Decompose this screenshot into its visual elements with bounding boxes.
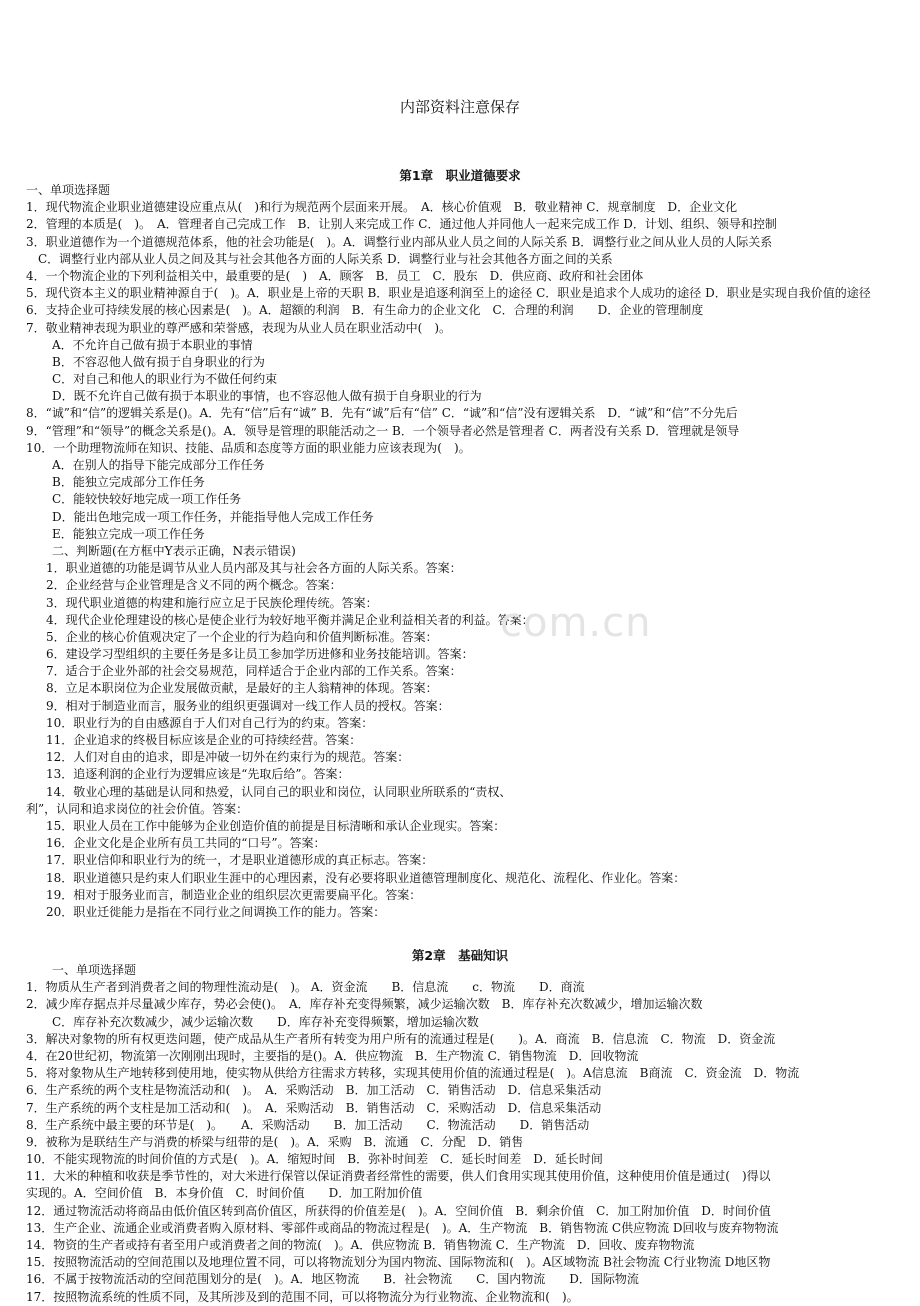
- text-line: 2．减少库存据点并尽量减少库存，势必会使()。 A．库存补充变得频繁，减少运输次数 B．库存补充次数减少，增加运输次数: [26, 997, 703, 1012]
- text-line: 11．企业追求的终极目标应该是企业的可持续经营。答案：: [46, 733, 362, 747]
- text-line: 5．现代资本主义的职业精神源自于( )。A．职业是上帝的天职 B．职业是追逐利润至上的途径 C．职业是追求个人成功的途径 D．职业是实现自我价值的途径: [26, 286, 871, 301]
- text-line: 10．一个助理物流师在知识、技能、品质和态度等方面的职业能力应该表现为( )。: [26, 440, 471, 455]
- text-line: 13．生产企业、流通企业或消费者购入原材料、零部件或商品的物流过程是( )。A．生产物流 B．销售物流 C供应物流 D回收与废弃物物流: [26, 1220, 779, 1235]
- text-line: 10．不能实现物流的时间价值的方式是( )。A．缩短时间 B．弥补时间差 C．延长时间差 D．延长时间: [26, 1152, 603, 1167]
- text-line: 11．大米的种植和收获是季节性的，对大米进行保管以保证消费者经常性的需要，供人们食用实现其使用价值，这种使用价值是通过( )得以: [26, 1169, 771, 1184]
- text-line: 7．生产系统的两个支柱是加工活动和( )。 A．采购活动 B．销售活动 C．采购活动 D．信息采集活动: [26, 1100, 602, 1115]
- text-line: 14．敬业心理的基础是认同和热爱，认同自己的职业和岗位，认同职业所联系的“责权、: [46, 784, 512, 799]
- chapter-1-body: [26, 182, 906, 921]
- text-line: 3．解决对象物的所有权更迭问题，使产成品从生产者所有转变为用户所有的流通过程是( )。A．商流 B．信息流 C．物流 D．资金流: [26, 1031, 776, 1046]
- text-line: 12．人们对自由的追求，即是冲破一切外在约束行为的规范。答案：: [46, 750, 410, 765]
- text-line: 9．相对于制造业而言，服务业的组织更强调对一线工作人员的授权。答案：: [46, 698, 450, 713]
- text-line: D．既不允许自己做有损于本职业的事情，也不容忍他人做有损于自身职业的行为: [52, 389, 482, 404]
- text-line: 1．职业道德的功能是调节从业人员内部及其与社会各方面的人际关系。答案：: [46, 561, 462, 576]
- text-line: C．对自己和他人的职业行为不做任何约束: [52, 372, 278, 387]
- text-line: 8．“诚”和“信”的逻辑关系是()。A．先有“信”后有“诚” B．先有“诚”后有“信” C．“诚”和“信”没有逻辑关系 D．“诚”和“信”不分先后: [26, 406, 738, 421]
- chapter-2-title: 第2章 基础知识: [411, 948, 509, 963]
- text-line: 18．职业道德只是约束人们职业生涯中的心理因素，没有必要将职业道德管理制度化、规范化、流程化、作业化。答案：: [46, 870, 686, 885]
- text-line: A．不允许自己做有损于本职业的事情: [52, 337, 253, 352]
- text-line: 5．企业的核心价值观决定了一个企业的行为趋向和价值判断标准。答案：: [46, 629, 438, 644]
- text-line: 15．职业人员在工作中能够为企业创造价值的前提是目标清晰和承认企业现实。答案：: [46, 818, 506, 833]
- text-line: 2．企业经营与企业管理是含义不同的两个概念。答案：: [46, 578, 342, 593]
- text-line: 13．追逐利润的企业行为逻辑应该是“先取后给”。答案：: [46, 767, 350, 782]
- text-line: 4．一个物流企业的下列利益相关中，最重要的是( ) A．顾客 B．员工 C．股东 D．供应商、政府和社会团体: [26, 268, 644, 283]
- text-line: 14．物资的生产者或持有者至用户或消费者之间的物流( )。A．供应物流 B．销售物流 C．生产物流 D．回收、废弃物物流: [26, 1238, 695, 1252]
- text-line: 4．现代企业伦理建设的核心是使企业行为较好地平衡并满足企业利益相关者的利益。答案：: [46, 612, 534, 627]
- text-line: 2．管理的本质是( )。 A．管理者自己完成工作 B．让别人来完成工作 C．通过他人并同他人一起来完成工作 D．计划、组织、领导和控制: [26, 217, 777, 232]
- text-line: B．不容忍他人做有损于自身职业的行为: [52, 354, 265, 369]
- text-line: 7．敬业精神表现为职业的尊严感和荣誉感，表现为从业人员在职业活动中( )。: [26, 320, 452, 335]
- chapter-1-title: 第1章 职业道德要求: [399, 168, 521, 183]
- chapter-2-body: [26, 962, 906, 1306]
- text-line: 6．支持企业可持续发展的核心因素是( )。A．超额的利润 B．有生命力的企业文化 C．合理的利润 D．企业的管理制度: [26, 303, 704, 318]
- text-line: A．在别人的指导下能完成部分工作任务: [52, 458, 265, 472]
- text-line: 9．“管理”和“领导”的概念关系是()。A．领导是管理的职能活动之一 B．一个领导者必然是管理者 C．两者没有关系 D．管理就是领导: [26, 423, 740, 438]
- text-line: 16．企业文化是企业所有员工共同的“口号”。答案：: [46, 836, 326, 851]
- text-line: E．能独立完成一项工作任务: [52, 526, 205, 541]
- text-line: 19．相对于服务业而言，制造业企业的组织层次更需要扁平化。答案：: [46, 887, 422, 902]
- text-line: 7．适合于企业外部的社会交易规范，同样适合于企业内部的工作关系。答案：: [46, 664, 462, 679]
- text-line: 8．生产系统中最主要的环节是( )。 A．采购活动 B．加工活动 C．物流活动 D．销售活动: [26, 1117, 590, 1132]
- text-line: 3．现代职业道德的构建和施行应立足于民族伦理传统。答案：: [46, 595, 378, 610]
- text-line: 二、判断题(在方框中Y表示正确，N表示错误): [52, 543, 296, 558]
- text-line: 1．物质从生产者到消费者之间的物理性流动是( )。 A．资金流 B．信息流 c．物流 D．商流: [26, 980, 585, 995]
- text-line: 17．职业信仰和职业行为的统一，才是职业道德形成的真正标志。答案：: [46, 853, 434, 868]
- text-line: 8．立足本职岗位为企业发展做贡献，是最好的主人翁精神的体现。答案：: [46, 681, 438, 696]
- text-line: 利”，认同和追求岗位的社会价值。答案：: [26, 801, 249, 816]
- text-line: 17．按照物流系统的性质不同，及其所涉及到的范围不同，可以将物流分为行业物流、企业物流和( )。: [26, 1289, 579, 1304]
- text-line: B．能独立完成部分工作任务: [52, 475, 205, 490]
- text-line: 1．现代物流企业职业道德建设应重点从( )和行为规范两个层面来开展。 A．核心价值观 B．敬业精神 C．规章制度 D．企业文化: [26, 200, 738, 215]
- text-line: C．库存补充次数减少，减少运输次数 D．库存补充变得频繁，增加运输次数: [52, 1014, 479, 1029]
- text-line: 10．职业行为的自由感源自于人们对自己行为的约束。答案：: [46, 715, 374, 730]
- watermark: com.cn: [500, 600, 652, 646]
- text-line: 3．职业道德作为一个道德规范体系，他的社会功能是( )。A．调整行业内部从业人员之间的人际关系 B．调整行业之间从业人员的人际关系: [26, 234, 773, 249]
- text-line: 实现的。A．空间价值 B．本身价值 C．时间价值 D．加工附加价值: [26, 1186, 423, 1201]
- text-line: 20．职业迁徙能力是指在不同行业之间调换工作的能力。答案：: [46, 904, 386, 919]
- text-line: C．调整行业内部从业人员之间及其与社会其他各方面的人际关系 D．调整行业与社会其他各方面之间的关系: [26, 251, 613, 266]
- text-line: 一、单项选择题: [52, 963, 137, 977]
- text-line: 一、单项选择题: [26, 183, 111, 197]
- text-line: 12．通过物流活动将商品由低价值区转到高价值区，所获得的价值差是( )。A．空间价值 B．剩余价值 C．加工附加价值 D．时间价值: [26, 1203, 771, 1218]
- page-header: 内部资料注意保存: [399, 98, 520, 116]
- text-line: 5．将对象物从生产地转移到使用地，使实物从供给方往需求方转移，实现其使用价值的流通过程是( )。A信息流 B商流 C．资金流 D．物流: [26, 1066, 800, 1081]
- text-line: 16．不属于按物流活动的空间范围划分的是( )。A．地区物流 B．社会物流 C．国内物流 D．国际物流: [26, 1272, 639, 1287]
- text-line: 15．按照物流活动的空间范围以及地理位置不同，可以将物流划分为国内物流、国际物流和( )。A区域物流 B社会物流 C行业物流 D地区物: [26, 1255, 771, 1270]
- text-line: C．能较快较好地完成一项工作任务: [52, 492, 242, 507]
- text-line: 6．生产系统的两个支柱是物流活动和( )。 A．采购活动 B．加工活动 C．销售活动 D．信息采集活动: [26, 1083, 602, 1098]
- text-line: 4．在20世纪初，物流第一次刚刚出现时，主要指的是()。A．供应物流 B．生产物流 C．销售物流 D．回收物流: [26, 1048, 639, 1063]
- text-line: D．能出色地完成一项工作任务，并能指导他人完成工作任务: [52, 509, 374, 524]
- text-line: 6．建设学习型组织的主要任务是多让员工参加学历进修和业务技能培训。答案：: [46, 647, 474, 662]
- text-line: 9．被称为是联结生产与消费的桥梁与纽带的是( )。A．采购 B．流通 C．分配 D．销售: [26, 1134, 524, 1149]
